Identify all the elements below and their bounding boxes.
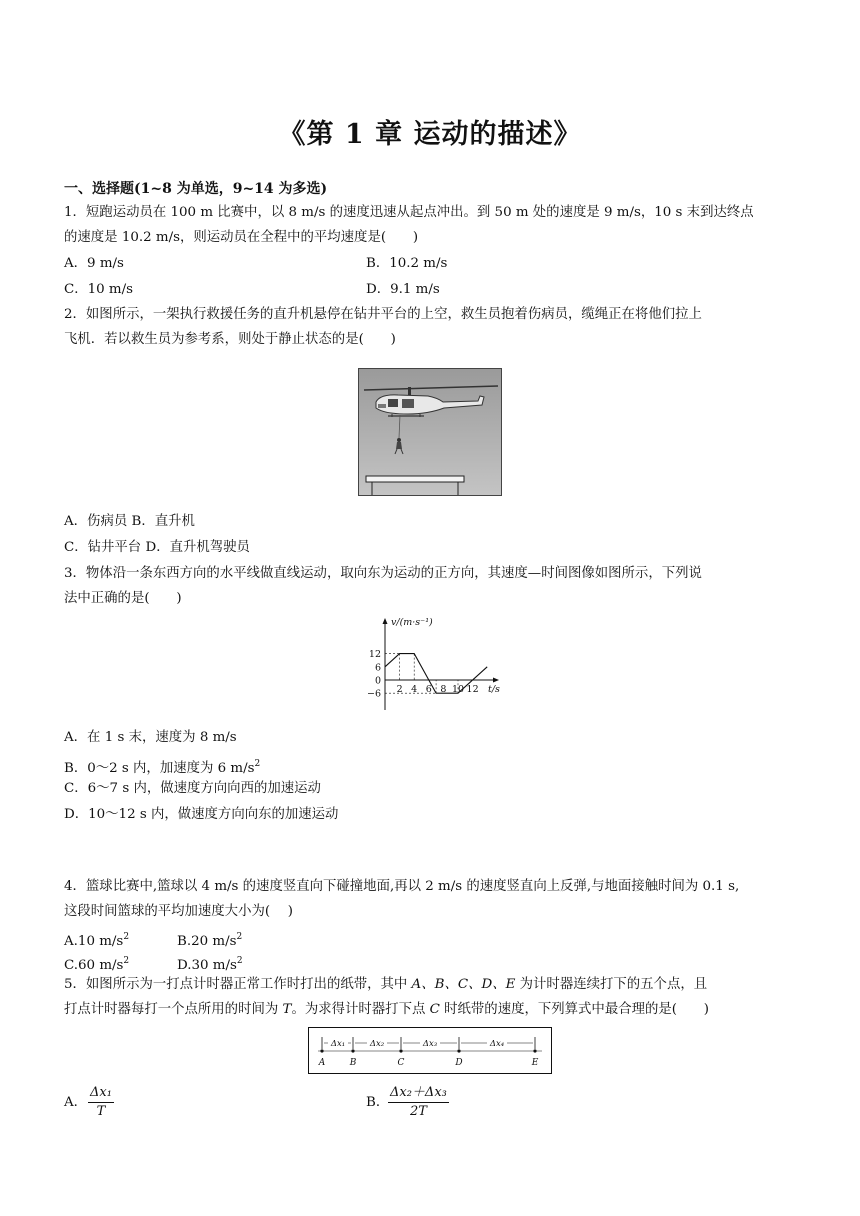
velocity-time-chart [364,612,504,720]
q2-text-line1: 2．如图所示，一架执行救援任务的直升机悬停在钻井平台的上空，救生员抱着伤病员，缆绳正在将他们拉上 [64,307,702,322]
q5-period-symbol: T [282,1002,292,1017]
x-axis-label: t/s [488,684,500,695]
q3-option-d: D．10～12 s 内，做速度方向向东的加速运动 [64,807,339,822]
dot-a [320,1049,323,1052]
q3-option-b-sup: 2 [254,759,261,769]
q4-text-line1: 4．篮球比赛中,篮球以 4 m/s 的速度竖直向下碰撞地面,再以 2 m/s 的速度竖直向上反弹,与地面接触时间为 0.1 s, [64,879,740,894]
segment-label-4: Δx₄ [489,1039,505,1049]
q1-option-b: B．10.2 m/s [366,256,448,271]
y-tick-label-2: 0 [374,675,381,687]
x-tick-label-2: 2 [396,684,403,695]
q4-option-a-text: A.10 m/s [64,934,124,949]
q4-option-c-text: C.60 m/s [64,958,124,973]
q1-option-d: D．9.1 m/s [366,282,440,297]
q5-option-b-label: B． [366,1095,390,1110]
q3-text-line1: 3．物体沿一条东西方向的水平线做直线运动，取向东为运动的正方向，其速度—时间图像如图所示，下列说 [64,566,702,581]
q4-option-d-text: D.30 m/s [177,958,237,973]
dot-d [457,1049,460,1052]
point-label-a: A [318,1058,326,1068]
q5-text-line2 [64,1001,709,1019]
q4-option-c-sup: 2 [123,956,130,966]
point-label-d: D [455,1058,463,1068]
q5-option-a-denominator: T [96,1104,106,1119]
q5-option-a-numerator: Δx₁ [88,1084,114,1103]
paper-tape-figure [308,1027,552,1074]
q5-line2-mid: 。为求得计时器打下点 [291,1002,430,1017]
x-tick-label-12: 12 [466,684,479,695]
y-axis-label: v/(m·s⁻¹) [391,617,433,628]
segment-label-1: Δx₁ [330,1039,346,1049]
q4-option-b-sup: 2 [236,932,243,942]
q5-point-c: C [429,1002,440,1017]
y-tick-label-1: 6 [374,662,381,674]
x-axis-arrow [493,678,499,683]
q4-text-line2: 这段时间篮球的平均加速度大小为( ) [64,904,293,919]
dot-c [399,1049,402,1052]
helicopter-rescue-photo [358,368,502,496]
q4-option-d-sup: 2 [236,956,243,966]
q5-line1-start: 5．如图所示为一打点计时器正常工作时打出的纸带，其中 [64,977,412,992]
y-axis-arrow [383,618,388,624]
q4-option-a-sup: 2 [123,932,130,942]
segment-label-3: Δx₃ [422,1039,438,1049]
segment-label-2: Δx₂ [369,1039,385,1049]
y-tick-label-0: 12 [368,649,381,661]
q5-line2-start: 打点计时器每打一个点所用的时间为 [64,1002,283,1017]
q4-option-a [64,928,129,951]
q1-option-a: A．9 m/s [64,256,124,271]
x-tick-label-10: 10 [451,684,465,695]
q5-option-a-label: A． [64,1095,88,1110]
point-label-b: B [349,1058,357,1068]
x-tick-label-6: 6 [425,684,432,695]
dot-b [351,1049,354,1052]
q2-options-ab: A．伤病员 B．直升机 [64,514,195,529]
q2-options-cd: C．钻井平台 D．直升机驾驶员 [64,540,250,555]
q5-option-b-numerator: Δx₂＋Δx₃ [388,1084,449,1103]
point-label-c: C [397,1058,405,1068]
q3-option-a: A．在 1 s 末，速度为 8 m/s [64,730,237,745]
q3-option-c: C．6～7 s 内，做速度方向向西的加速运动 [64,781,321,796]
section-heading: 一、选择题(1~8 为单选，9~14 为多选) [64,181,328,197]
x-tick-label-4: 4 [411,684,418,695]
q5-point-names: A、B、C、D、E [411,977,516,992]
dot-e [533,1049,536,1052]
q5-option-b-denominator: 2T [409,1104,427,1119]
q1-text-line2: 的速度是 10.2 m/s，则运动员在全程中的平均速度是( ) [64,230,419,245]
q3-text-line2: 法中正确的是( ) [64,591,182,606]
q5-option-b-fraction [388,1084,449,1121]
q3-option-b-text: B．0～2 s 内，加速度为 6 m/s [64,761,255,776]
q5-option-a-fraction [88,1084,114,1121]
q4-option-d [177,952,243,975]
x-tick-label-8: 8 [440,684,447,695]
point-label-e: E [531,1058,539,1068]
page-title: 《第 1 章 运动的描述》 [278,119,582,150]
q5-line2-end: 时纸带的速度，下列算式中最合理的是( ) [439,1002,710,1017]
q5-line1-end: 为计时器连续打下的五个点，且 [515,977,708,992]
q1-text-line1: 1．短跑运动员在 100 m 比赛中，以 8 m/s 的速度迅速从起点冲出。到 50 m 处的速度是 9 m/s，10 s 末到达终点 [64,205,754,220]
q5-text-line1 [64,976,707,994]
q3-option-b [64,755,260,778]
q2-text-line2: 飞机．若以救生员为参考系，则处于静止状态的是( ) [64,332,396,347]
q4-option-c [64,952,129,975]
q1-option-c: C．10 m/s [64,282,134,297]
q4-option-b [177,928,242,951]
q4-option-b-text: B.20 m/s [177,934,237,949]
y-tick-label-3: −6 [366,688,381,700]
